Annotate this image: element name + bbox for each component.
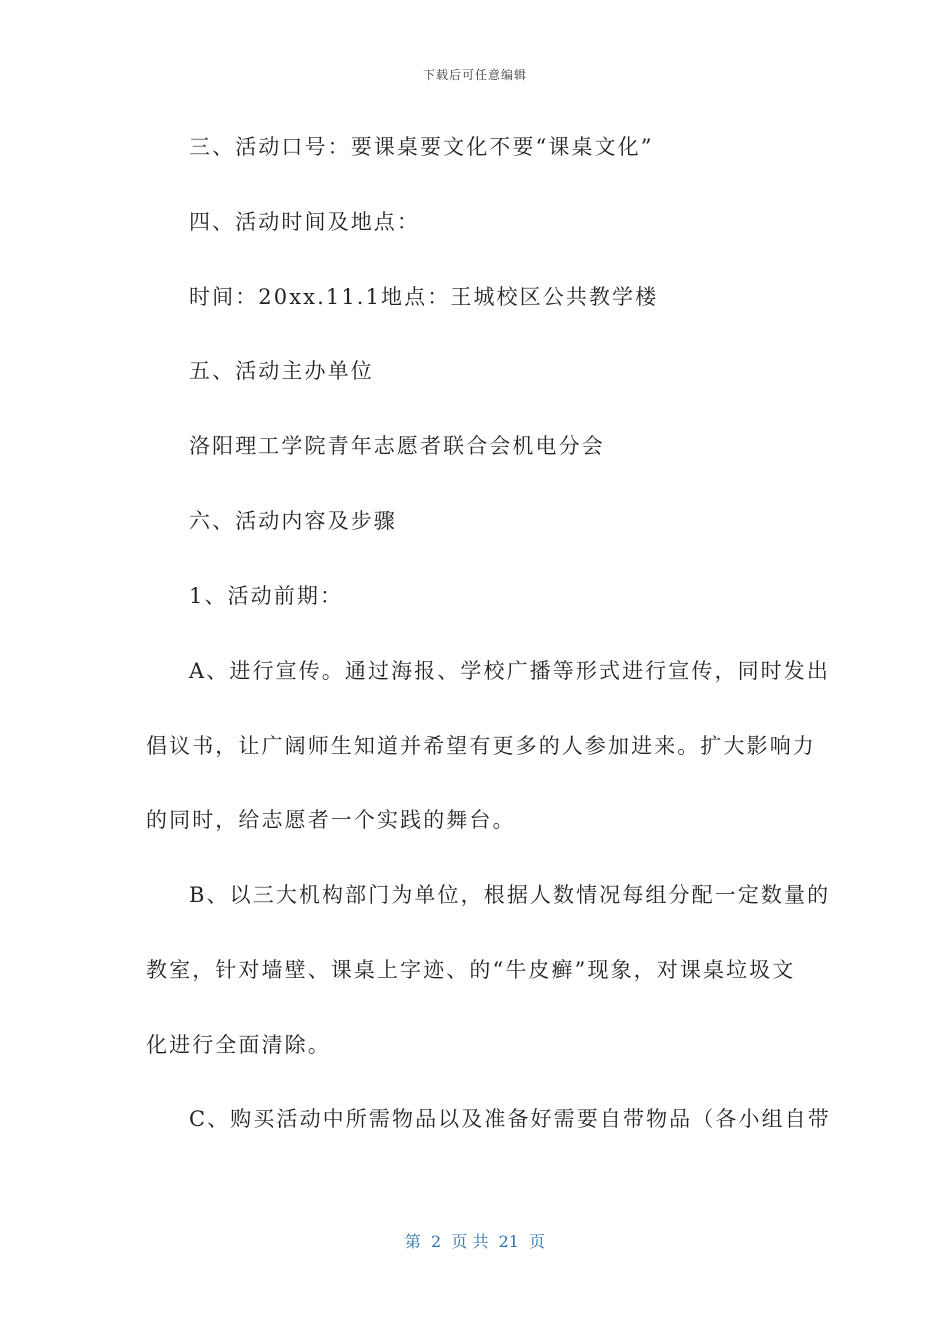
paragraph-a-line-1: A、进行宣传。通过海报、学校广播等形式进行宣传，同时发出 (189, 659, 830, 683)
page-number-footer: 第 2 页 共 21 页 (404, 1232, 546, 1251)
paragraph-a-line-2: 倡议书，让广阔师生知道并希望有更多的人参加进来。扩大影响力 (146, 734, 816, 758)
section-time-place-heading: 四、活动时间及地点： (189, 210, 420, 234)
paragraph-b-line-3: 化进行全面清除。 (146, 1033, 331, 1057)
phase-1-heading: 1、活动前期： (189, 584, 344, 608)
paragraph-a-line-3: 的同时，给志愿者一个实践的舞台。 (146, 808, 516, 832)
paragraph-b-line-2: 教室，针对墙壁、课桌上字迹、的“牛皮癣”现象，对课桌垃圾文 (146, 958, 796, 982)
page-header-note: 下载后可任意编辑 (422, 68, 527, 82)
time-place-detail: 时间：20xx.11.1地点：王城校区公共教学楼 (189, 285, 659, 309)
paragraph-b-line-1: B、以三大机构部门为单位，根据人数情况每组分配一定数量的 (189, 883, 831, 907)
paragraph-c-line-1: C、购买活动中所需物品以及准备好需要自带物品（各小组自带 (189, 1107, 831, 1131)
section-organizer-heading: 五、活动主办单位 (189, 359, 374, 383)
section-slogan: 三、活动口号：要课桌要文化不要“课桌文化” (189, 135, 654, 159)
section-content-heading: 六、活动内容及步骤 (189, 509, 397, 533)
organizer-name: 洛阳理工学院青年志愿者联合会机电分会 (189, 434, 605, 458)
